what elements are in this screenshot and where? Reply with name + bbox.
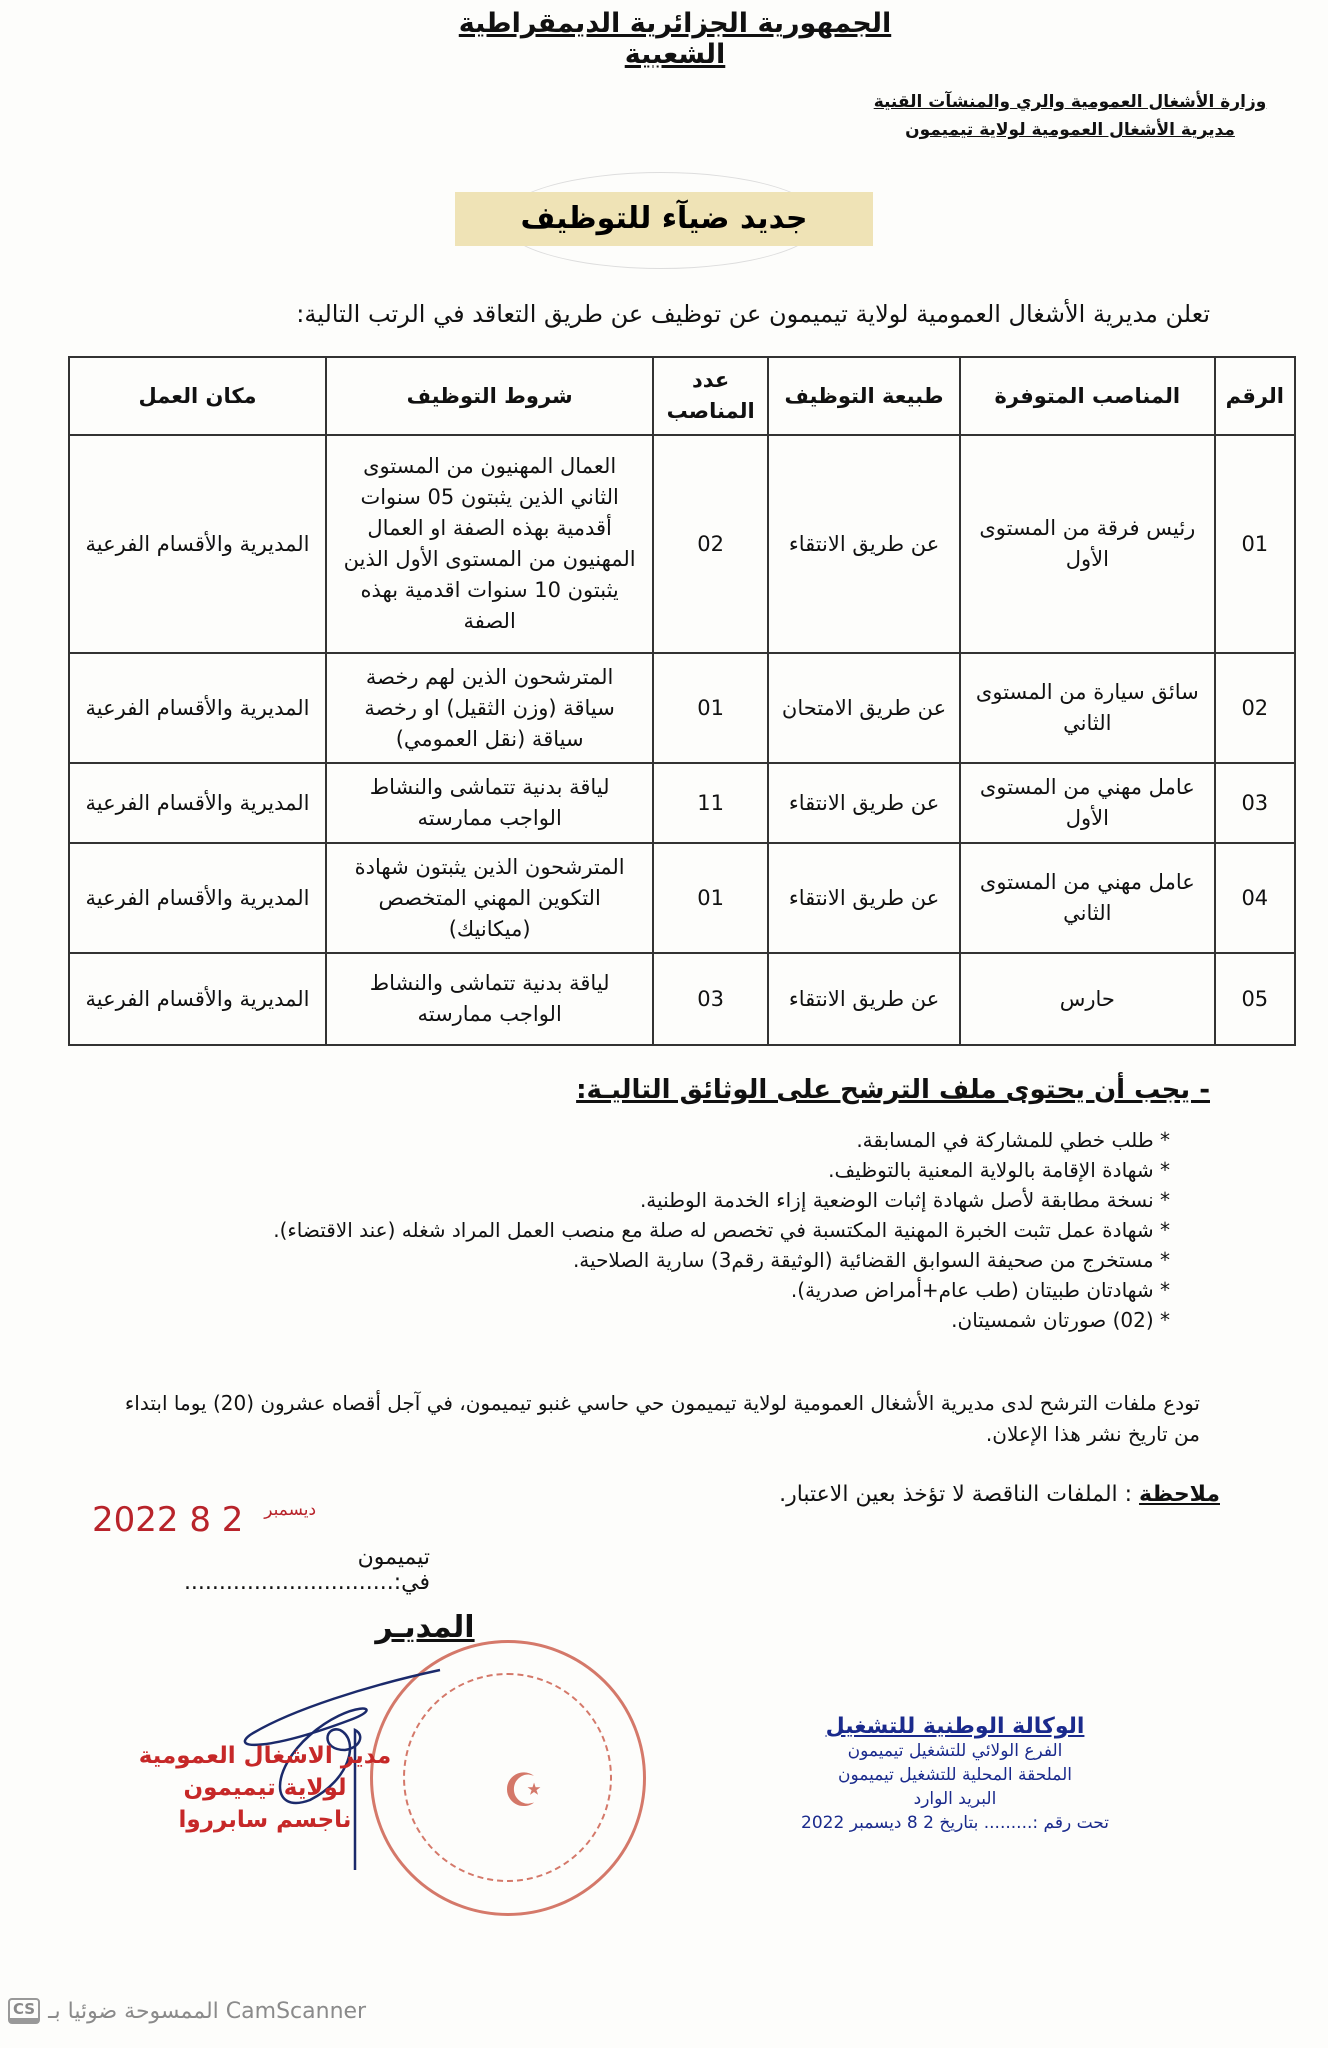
- date-year: 2022: [92, 1500, 179, 1540]
- row-number: 02: [1215, 653, 1295, 763]
- row-mode: عن طريق الانتقاء: [768, 435, 960, 653]
- row-mode: عن طريق الامتحان: [768, 653, 960, 763]
- document-item: * شهادتان طبيتان (طب عام+أمراض صدرية).: [790, 1278, 1170, 1302]
- recruitment-banner: جديد ضيآء للتوظيف: [455, 192, 873, 246]
- director-title: المديـر: [375, 1610, 475, 1645]
- director-stamp: [100, 1740, 430, 1836]
- document-item: * شهادة الإقامة بالولاية المعنية بالتوظيف.: [828, 1158, 1170, 1182]
- director-stamp-line: مدير الاشغال العمومية: [138, 1743, 392, 1769]
- row-place: المديرية والأقسام الفرعية: [69, 953, 326, 1045]
- camscanner-watermark: [8, 1998, 366, 2024]
- anem-stamp-line: تحت رقم :......... بتاريخ 2 8 ديسمبر 2022: [801, 1813, 1109, 1833]
- anem-stamp-line: الملحقة المحلية للتشغيل تيميمون: [837, 1765, 1073, 1785]
- table-row: [69, 843, 1295, 953]
- table-row: [69, 763, 1295, 843]
- anem-stamp-title: الوكالة الوطنية للتشغيل: [825, 1714, 1085, 1739]
- document-item: * (02) صورتان شمسيتان.: [951, 1308, 1170, 1332]
- table-row: [69, 435, 1295, 653]
- row-post: عامل مهني من المستوى الأول: [960, 763, 1215, 843]
- row-mode: عن طريق الانتقاء: [768, 953, 960, 1045]
- note-text: : الملفات الناقصة لا تؤخذ بعين الاعتبار.: [779, 1482, 1133, 1507]
- crescent-star-icon: ☪: [503, 1763, 545, 1817]
- date-stamp: [92, 1500, 317, 1540]
- row-count: 01: [653, 653, 768, 763]
- row-conditions: المترشحون الذين يثبتون شهادة التكوين المهني المتخصص (ميكانيك): [326, 843, 653, 953]
- documents-heading-text: - يجب أن يحتوى ملف الترشح على الوثائق التاليـة:: [576, 1075, 1210, 1105]
- directorate-name: مديرية الأشغال العمومية لولاية تيميمون: [905, 120, 1235, 140]
- row-number: 03: [1215, 763, 1295, 843]
- row-mode: عن طريق الانتقاء: [768, 763, 960, 843]
- table-row: [69, 953, 1295, 1045]
- row-conditions: العمال المهنيون من المستوى الثاني الذين يثبتون 05 سنوات أقدمية بهذه الصفة او العمال المهنيون من المستوى الأول الذين يثبتون 10 سنوات اقدمية بهذه الصفة: [326, 435, 653, 653]
- announcement-intro: تعلن مديرية الأشغال العمومية لولاية تيميمون عن توظيف عن طريق التعاقد في الرتب التالية:: [296, 300, 1210, 328]
- date-day: 2 8: [189, 1500, 244, 1540]
- row-post: رئيس فرقة من المستوى الأول: [960, 435, 1215, 653]
- row-place: المديرية والأقسام الفرعية: [69, 653, 326, 763]
- camscanner-icon: CS: [8, 1998, 40, 2024]
- documents-heading: [260, 1075, 1210, 1105]
- table-row: [69, 653, 1295, 763]
- documents-list: [150, 1125, 1170, 1335]
- header-number: الرقم: [1215, 357, 1295, 435]
- row-place: المديرية والأقسام الفرعية: [69, 435, 326, 653]
- anem-stamp: [775, 1715, 1135, 1835]
- document-item: * شهادة عمل تثبت الخبرة المهنية المكتسبة في تخصص له صلة مع منصب العمل المراد شغله (عند الاقتضاء).: [273, 1218, 1170, 1242]
- place-and-date: تيميمون في:..............................: [183, 1545, 430, 1595]
- row-count: 11: [653, 763, 768, 843]
- row-post: حارس: [960, 953, 1215, 1045]
- header-mode: طبيعة التوظيف: [768, 357, 960, 435]
- header-place: مكان العمل: [69, 357, 326, 435]
- row-number: 01: [1215, 435, 1295, 653]
- table-header-row: [69, 357, 1295, 435]
- row-place: المديرية والأقسام الفرعية: [69, 763, 326, 843]
- row-count: 01: [653, 843, 768, 953]
- director-stamp-line: لولاية تيميمون: [183, 1775, 347, 1801]
- row-count: 03: [653, 953, 768, 1045]
- row-post: عامل مهني من المستوى الثاني: [960, 843, 1215, 953]
- header-conditions: شروط التوظيف: [326, 357, 653, 435]
- document-item: * طلب خطي للمشاركة في المسابقة.: [856, 1128, 1170, 1152]
- date-month: ديسمبر: [264, 1500, 317, 1520]
- row-conditions: لياقة بدنية تتماشى والنشاط الواجب ممارسته: [326, 953, 653, 1045]
- director-stamp-line: ناجسم سابرروا: [178, 1807, 352, 1833]
- anem-stamp-line: الفرع الولائي للتشغيل تيميمون: [847, 1741, 1063, 1761]
- republic-title: الجمهورية الجزائرية الديمقراطية الشعبية: [458, 8, 892, 70]
- row-place: المديرية والأقسام الفرعية: [69, 843, 326, 953]
- document-item: * نسخة مطابقة لأصل شهادة إثبات الوضعية إزاء الخدمة الوطنية.: [639, 1188, 1170, 1212]
- deposit-instructions: تودع ملفات الترشح لدى مديرية الأشغال العمومية لولاية تيميمون حي حاسي غنبو تيميمون، في آجل أقصاه عشرون (20) يوما ابتداء من تاريخ نشر هذا الإعلان.: [124, 1391, 1200, 1446]
- ministry-header: [840, 88, 1300, 144]
- row-post: سائق سيارة من المستوى الثاني: [960, 653, 1215, 763]
- row-number: 05: [1215, 953, 1295, 1045]
- jobs-table: [68, 356, 1296, 1046]
- document-item: * مستخرج من صحيفة السوابق القضائية (الوثيقة رقم3) سارية الصلاحية.: [572, 1248, 1170, 1272]
- row-number: 04: [1215, 843, 1295, 953]
- row-conditions: لياقة بدنية تتماشى والنشاط الواجب ممارسته: [326, 763, 653, 843]
- ministry-name: وزارة الأشغال العمومية والري والمنشآت القنية: [873, 92, 1267, 112]
- camscanner-text: الممسوحة ضوئيا بـ CamScanner: [48, 1998, 367, 2024]
- note: [700, 1482, 1220, 1507]
- header-post: المناصب المتوفرة: [960, 357, 1215, 435]
- row-count: 02: [653, 435, 768, 653]
- anem-stamp-line: البريد الوارد: [913, 1789, 997, 1809]
- row-conditions: المترشحون الذين لهم رخصة سياقة (وزن الثقيل) او رخصة سياقة (نقل العمومي): [326, 653, 653, 763]
- row-mode: عن طريق الانتقاء: [768, 843, 960, 953]
- note-label: ملاحظة: [1139, 1482, 1220, 1507]
- header-count: عدد المناصب: [653, 357, 768, 435]
